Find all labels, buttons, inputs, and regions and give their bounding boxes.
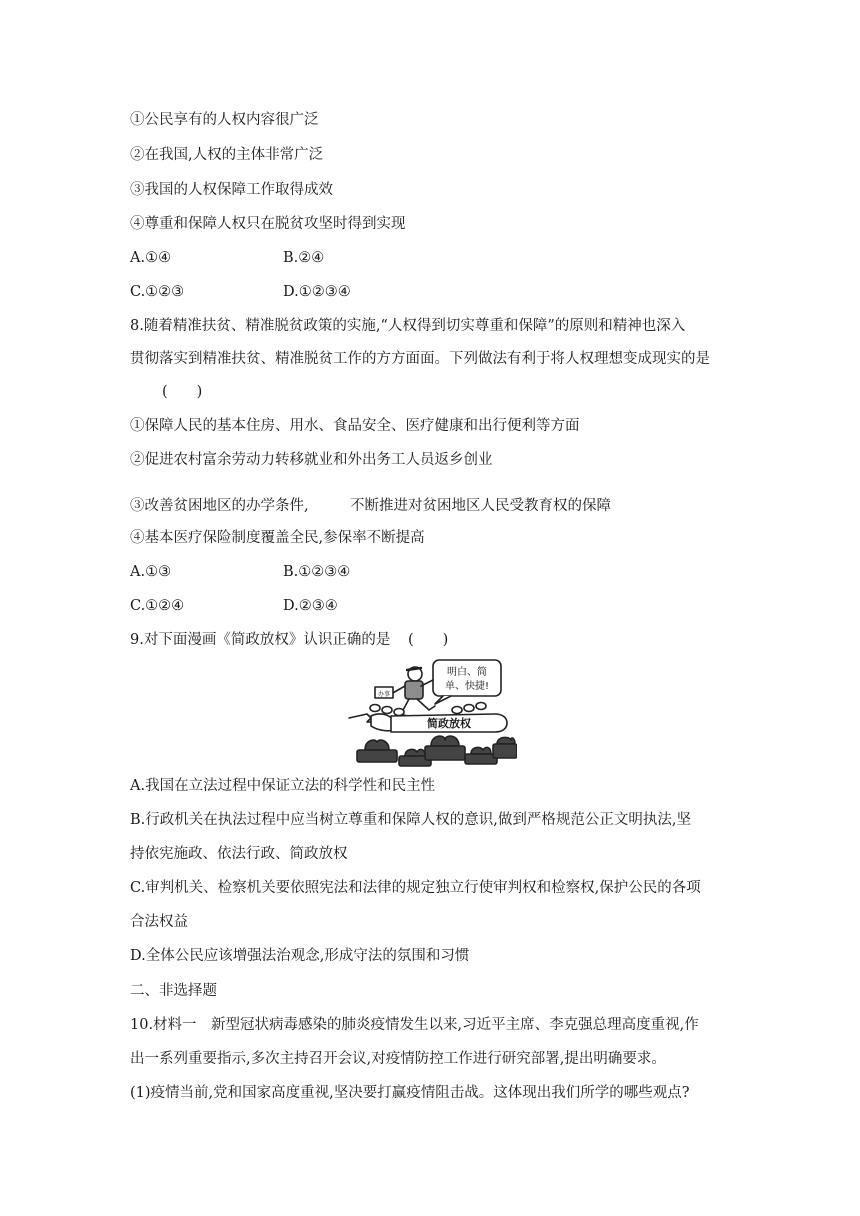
q8-statement-1: ①保障人民的基本住房、用水、食品安全、医疗健康和出行便利等方面 (130, 418, 580, 434)
q10-subquestion-1: (1)疫情当前,党和国家高度重视,坚决要打赢疫情阻击战。这体现出我们所学的哪些观点? (130, 1085, 690, 1101)
q8-option-a: A.①③ (130, 564, 172, 580)
q8-stem-line-1: 8.随着精准扶贫、精准脱贫政策的实施,“人权得到切实尊重和保障”的原则和精神也深入 (130, 318, 686, 334)
q8-statement-2: ②促进农村富余劳动力转移就业和外出务工人员返乡创业 (130, 452, 493, 468)
q7-option-a: A.①④ (130, 250, 172, 266)
q7-option-b: B.②④ (283, 250, 325, 266)
q9-stem: 9.对下面漫画《简政放权》认识正确的是 (130, 632, 391, 648)
cartoon-arm-label: 简政放权 (427, 717, 471, 730)
q8-option-b: B.①②③④ (283, 564, 351, 580)
cartoon-sign-text: 办事 (377, 691, 391, 698)
q7-option-c: C.①②③ (130, 284, 185, 300)
q8-option-d: D.②③④ (283, 598, 338, 614)
q7-option-d: D.①②③④ (283, 284, 351, 300)
q8-statement-3a: ③改善贫困地区的办学条件, (130, 498, 309, 514)
cartoon-bubble-text-1: 明白、简 (447, 667, 487, 678)
q8-option-c: C.①②④ (130, 598, 185, 614)
q8-stem-line-2: 贯彻落实到精准扶贫、精准脱贫工作的方方面面。下列做法有利于将人权理想变成现实的是 (130, 351, 710, 367)
q9-option-b-line-2: 持依宪施政、依法行政、简政放权 (130, 846, 348, 862)
q8-statement-3b: 不断推进对贫困地区人民受教育权的保障 (350, 498, 611, 514)
section-heading-non-choice: 二、非选择题 (130, 983, 217, 999)
q7-statement-1: ①公民享有的人权内容很广泛 (130, 112, 319, 128)
q8-answer-parens: ( ) (162, 384, 203, 400)
q10-material-1-line-2: 出一系列重要指示,多次主持召开会议,对疫情防控工作进行研究部署,提出明确要求。 (130, 1051, 666, 1067)
q7-statement-3: ③我国的人权保障工作取得成效 (130, 182, 333, 198)
q9-option-a: A.我国在立法过程中保证立法的科学性和民主性 (130, 778, 436, 794)
q8-statement-4: ④基本医疗保险制度覆盖全民,参保率不断提高 (130, 530, 425, 546)
q9-option-b-line-1: B.行政机关在执法过程中应当树立尊重和保障人权的意识,做到严格规范公正文明执法,坚 (130, 812, 691, 828)
jianzheng-fangquan-cartoon (345, 658, 517, 776)
q7-statement-2: ②在我国,人权的主体非常广泛 (130, 147, 324, 163)
q9-option-d: D.全体公民应该增强法治观念,形成守法的氛围和习惯 (130, 948, 470, 964)
q9-answer-parens: ( ) (408, 632, 449, 648)
cartoon-bubble-text-2: 单、快捷! (444, 681, 490, 692)
q7-statement-4: ④尊重和保障人权只在脱贫攻坚时得到实现 (130, 216, 406, 232)
q10-material-1-line-1: 10.材料一 新型冠状病毒感染的肺炎疫情发生以来,习近平主席、李克强总理高度重视,作 (130, 1017, 699, 1033)
q9-option-c-line-2: 合法权益 (130, 914, 188, 930)
q9-option-c-line-1: C.审判机关、检察机关要依照宪法和法律的规定独立行使审判权和检察权,保护公民的各项 (130, 880, 701, 896)
